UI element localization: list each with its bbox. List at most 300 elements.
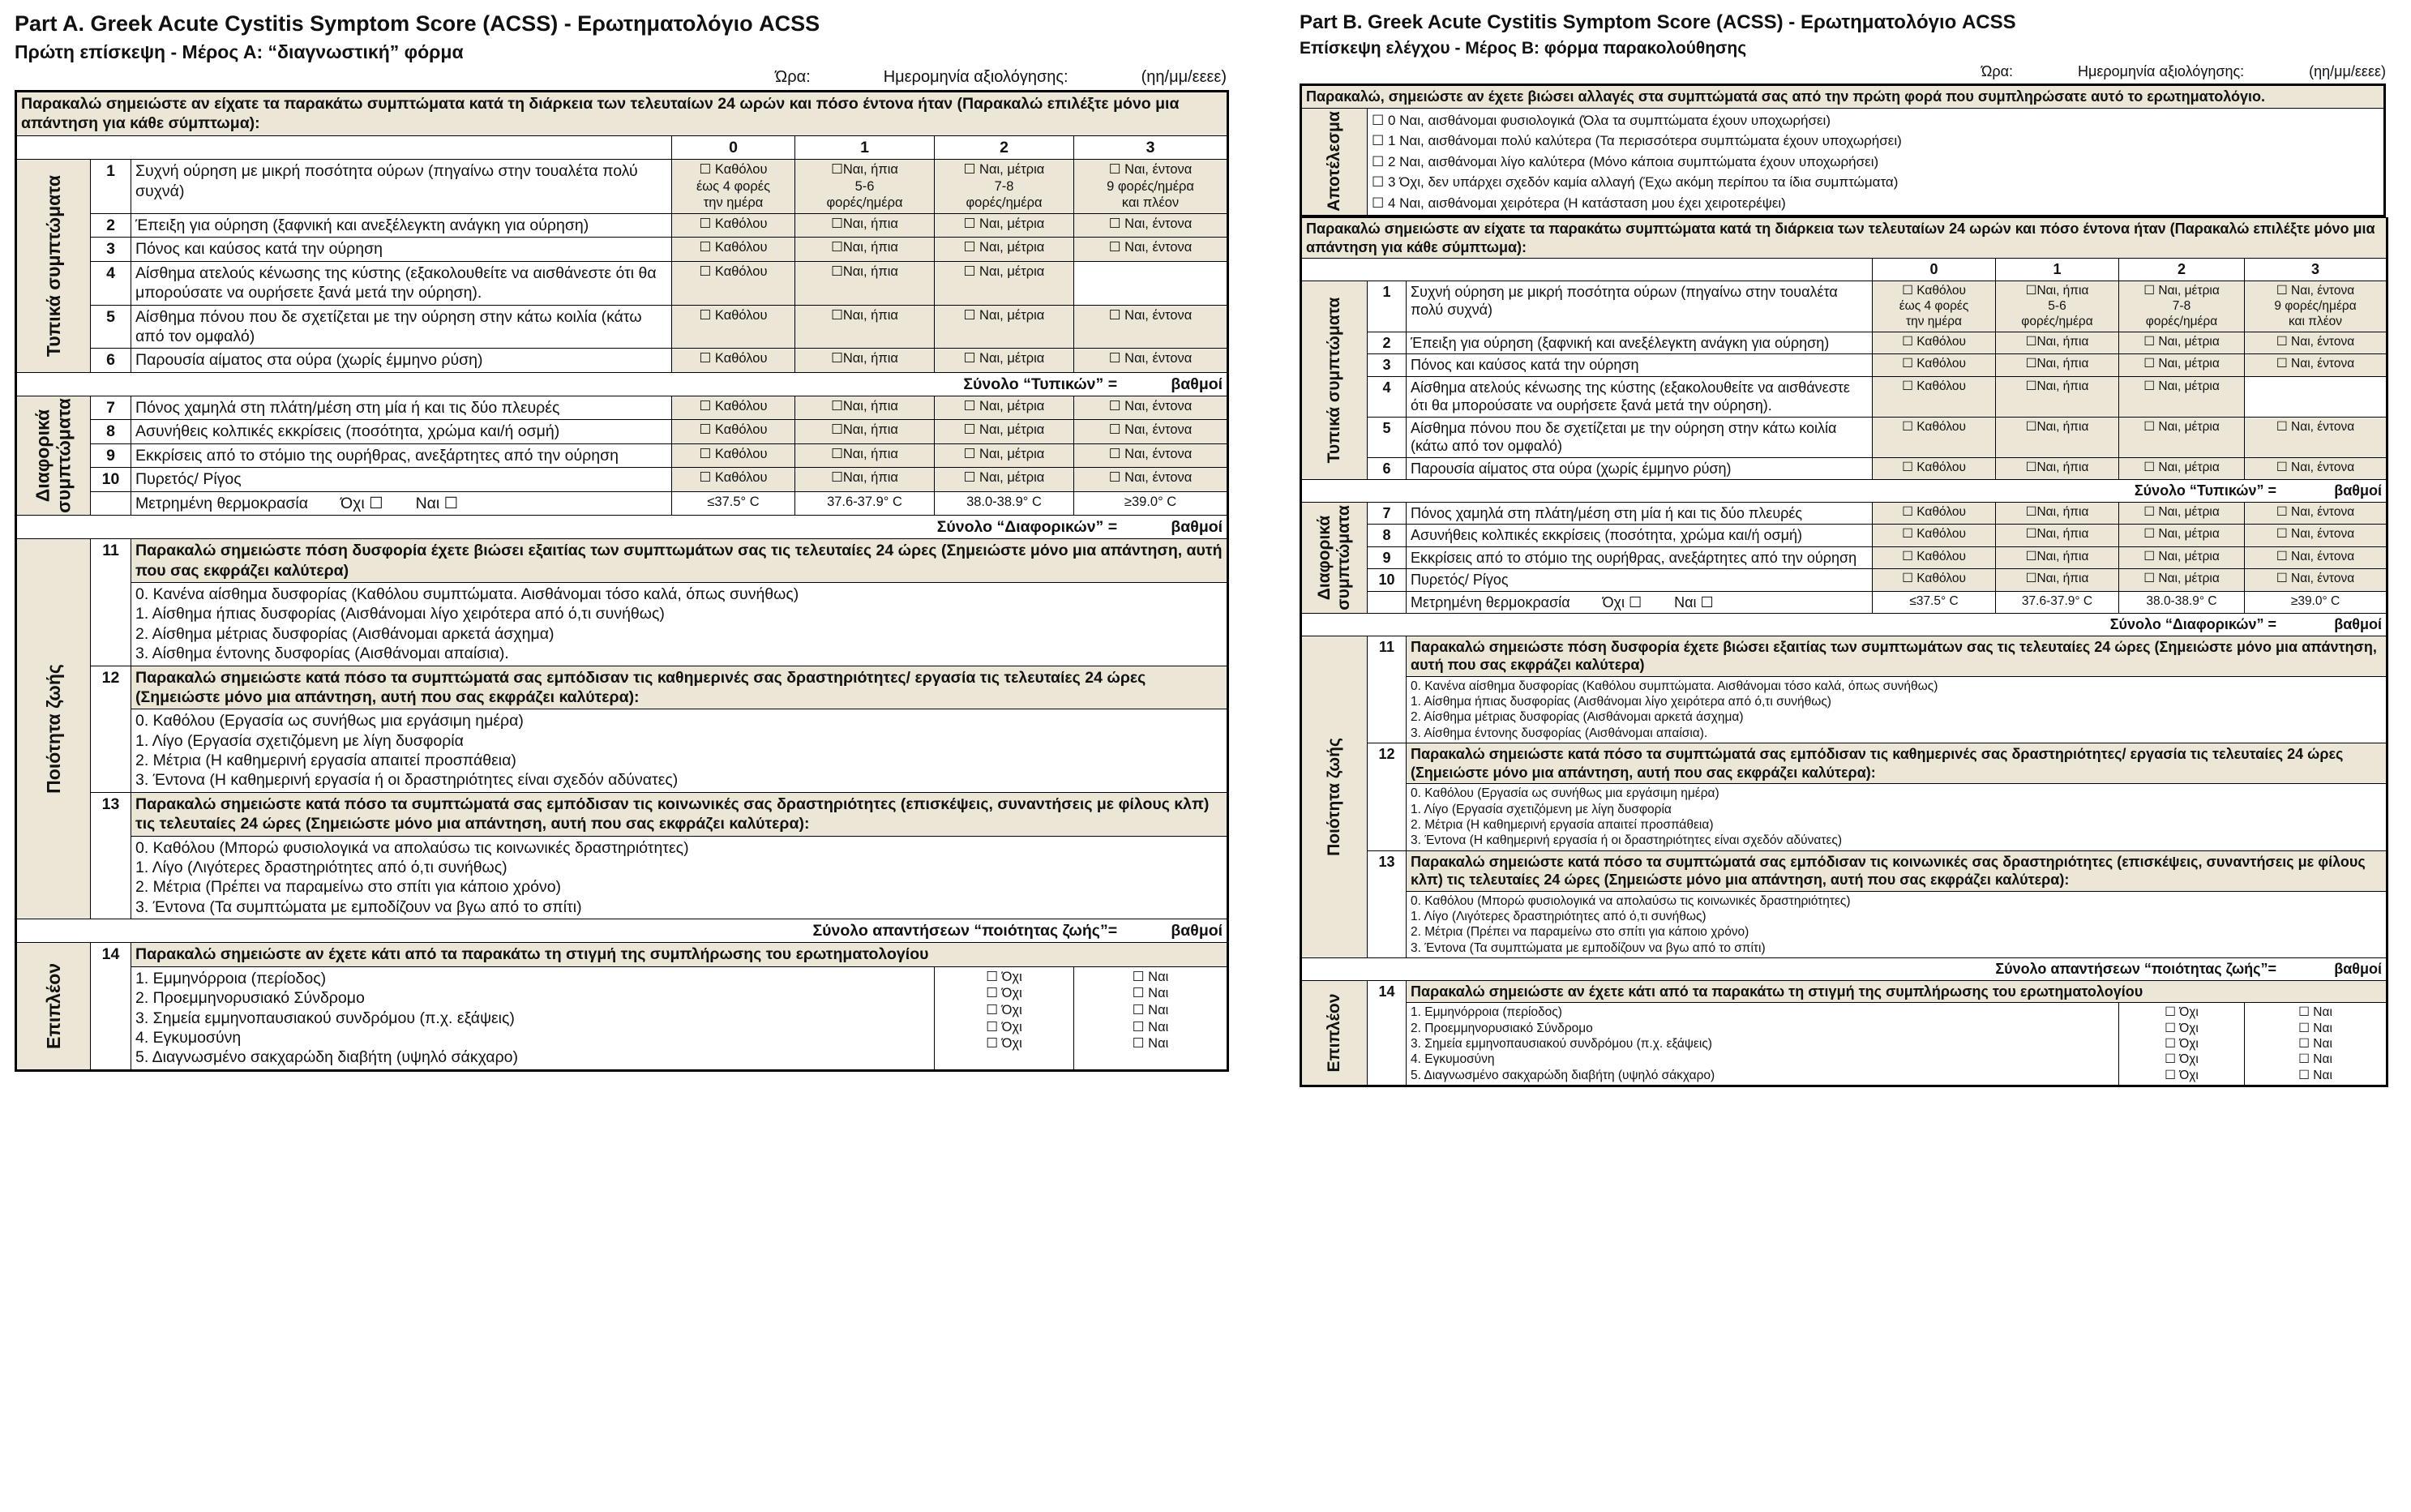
total-cell [1301,614,2387,636]
option-cell[interactable] [1996,457,2119,480]
yes-checkbox[interactable]: ☐ Ναι [2298,1052,2332,1067]
acss-table-a [15,90,1229,1072]
intensity-checkbox[interactable]: ☐ Ναι, μέτρια [2143,572,2220,586]
part-a-title: Part A. Greek Acute Cystitis Symptom Score (ACSS) - Ερωτηματολόγιο ACSS [15,11,820,36]
option-cell[interactable] [2119,281,2245,332]
option-cell[interactable] [672,160,795,214]
table-row [1301,546,2387,569]
yes-checkbox[interactable]: ☐ Ναι [2298,1068,2332,1082]
answer-option[interactable]: 0. Κανένα αίσθημα δυσφορίας (Καθόλου συμπτώματα. Αισθάνομαι τόσο καλά, όπως συνήθως) [135,585,799,603]
intensity-checkbox[interactable]: ☐Ναι, ήπια [2025,572,2089,586]
answer-option[interactable]: 3. Έντονα (Τα συμπτώματα με εμποδίζουν να βγω από το σπίτι) [1411,940,1766,955]
extra-question: Παρακαλώ σημειώστε αν έχετε κάτι από τα παρακάτω τη στιγμή της συμπλήρωσης του ερωτηματολογίου [131,943,1228,966]
extra-question-row [1301,980,2387,1003]
table-row [1301,525,2387,547]
intensity-checkbox[interactable]: ☐ Ναι, έντονα [2276,357,2355,371]
intensity-checkbox[interactable]: ☐ Καθόλου [699,263,768,279]
temperature-range: 37.6-37.9° C [795,491,935,515]
option-cell[interactable] [2119,457,2245,480]
intensity-checkbox[interactable]: ☐ Ναι, έντονα [2276,549,2355,563]
answer-option[interactable]: 3. Αίσθημα έντονης δυσφορίας (Αισθάνομαι απαίσια). [135,645,509,663]
intensity-checkbox[interactable]: ☐Ναι, ήπια [831,446,898,461]
yes-checkbox[interactable]: ☐ Ναι [1132,1003,1169,1017]
option-cell[interactable] [1074,420,1228,443]
answer-option[interactable]: 1. Λίγο (Εργασία σχετιζόμενη με λίγη δυσφορία [1411,802,1672,816]
temperature-range: 38.0-38.9° C [2119,591,2245,614]
temp-no-checkbox[interactable]: Όχι ☐ [1602,593,1642,610]
answer-option[interactable]: 2. Μέτρια (Η καθημερινή εργασία απαιτεί προσπάθεια) [1411,817,1714,832]
qol-question-row [16,666,1228,709]
option-cell[interactable] [1873,546,1996,569]
answer-option[interactable]: 0. Καθόλου (Εργασία ως συνήθως μια εργάσιμη ημέρα) [1411,786,1719,801]
date-label: Ημερομηνία αξιολόγησης: [883,68,1068,86]
answer-option[interactable]: 0. Καθόλου (Μπορώ φυσιολογικά να απολαύσω τις κοινωνικές δραστηριότητες) [1411,893,1851,908]
intensity-checkbox[interactable]: ☐ Καθόλου [699,351,768,366]
header-blank [16,135,672,159]
item-text: Πόνος χαμηλά στη πλάτη/μέση στη μία ή και τις δύο πλευρές [131,396,672,420]
option-cell[interactable] [672,468,795,491]
option-cell[interactable] [1873,281,1996,332]
option-cell[interactable] [1996,281,2119,332]
item-number: 6 [1368,457,1407,480]
typical-label: Τυπικά συμπτώματα [1324,297,1343,464]
answer-option[interactable]: 1. Λίγο (Λιγότερες δραστηριότητες από ό,τι συνήθως) [1411,910,1707,923]
item-number: 3 [91,238,131,261]
option-cell[interactable] [2119,525,2245,547]
intensity-checkbox[interactable]: ☐ Καθόλου [699,446,768,461]
qol-question: Παρακαλώ σημειώστε πόση δυσφορία έχετε βιώσει εξαιτίας των συμπτωμάτων σας τις τελευταίες 24 ώρες (Σημειώστε μόνο μια απάντηση, αυτή που σας εκφράζει καλύτερα) [1407,636,2387,676]
answer-option[interactable]: 0. Καθόλου (Εργασία ως συνήθως μια εργάσιμη ημέρα) [135,712,524,730]
option-cell[interactable] [795,238,935,261]
frequency-text: 7-8 [2172,298,2191,313]
intensity-checkbox[interactable]: ☐Ναι, ήπια [2025,357,2089,371]
option-cell[interactable] [1996,332,2119,354]
qol-label: Ποιότητα ζωής [1324,737,1343,856]
item-text: Παρουσία αίματος στα ούρα (χωρίς έμμηνο ρύση) [131,349,672,372]
intensity-checkbox[interactable]: ☐Ναι, ήπια [831,307,898,323]
option-cell[interactable] [2119,502,2245,525]
option-cell[interactable] [2119,546,2245,569]
answer-option[interactable]: 1. Λίγο (Λιγότερες δραστηριότητες από ό,τι συνήθως) [135,858,507,876]
condition-item[interactable]: 4. Εγκυμοσύνη [1411,1052,1495,1067]
level-header: 1 [1996,259,2119,281]
condition-item[interactable]: 5. Διαγνωσμένο σακχαρώδη διαβήτη (υψηλό σάκχαρο) [1411,1068,1715,1082]
intensity-checkbox[interactable]: ☐ Ναι, έντονα [2276,504,2355,519]
intensity-checkbox[interactable]: ☐ Ναι, μέτρια [963,351,1045,366]
intensity-checkbox[interactable]: ☐ Ναι, μέτρια [963,399,1045,413]
no-checkbox[interactable]: ☐ Όχι [986,1019,1022,1034]
intensity-checkbox[interactable]: ☐ Καθόλου [699,216,768,231]
intensity-checkbox[interactable]: ☐ Ναι, έντονα [1108,307,1193,323]
option-cell[interactable] [795,468,935,491]
level-header: 2 [935,135,1074,159]
blank-cell [1368,591,1407,614]
yes-checkbox[interactable]: ☐ Ναι [1132,969,1169,984]
option-cell[interactable] [1873,457,1996,480]
option-cell[interactable] [1996,525,2119,547]
no-checkbox[interactable]: ☐ Όχι [986,969,1022,984]
option-cell[interactable] [2245,354,2387,377]
option-cell[interactable] [2245,525,2387,547]
no-checkbox[interactable]: ☐ Όχι [986,986,1022,1001]
intensity-checkbox[interactable]: ☐Ναι, ήπια [831,399,898,413]
option-cell[interactable] [1996,376,2119,417]
outcome-option[interactable]: ☐ 3 Όχι, δεν υπάρχει σχεδόν καμία αλλαγή (Έχω ακόμη περίπου τα ίδια συμπτώματα) [1372,174,1899,190]
item-number: 9 [91,443,131,467]
qol-question-row [16,792,1228,836]
intensity-checkbox[interactable]: ☐ Καθόλου [699,470,768,486]
total-cell [16,515,1228,538]
qol-options-row [16,709,1228,793]
intensity-checkbox[interactable]: ☐ Ναι, μέτρια [2143,357,2220,371]
extra-options-row [16,966,1228,1070]
level-header: 0 [1873,259,1996,281]
temperature-range: ≤37.5° C [1873,591,1996,614]
table-row [16,468,1228,491]
intensity-checkbox[interactable]: ☐ Καθόλου [1902,460,1966,474]
option-cell[interactable] [2119,569,2245,592]
points-label: βαθμοί [1171,922,1223,940]
total-cell [1301,480,2387,503]
option-cell[interactable] [795,214,935,238]
answer-option[interactable]: 2. Μέτρια (Η καθημερινή εργασία απαιτεί προσπάθεια) [135,752,516,769]
option-cell[interactable] [2245,332,2387,354]
option-cell[interactable] [2245,546,2387,569]
intensity-checkbox[interactable]: ☐ Ναι, έντονα [2276,334,2355,349]
intensity-checkbox[interactable]: ☐Ναι, ήπια [2025,334,2089,349]
intensity-checkbox[interactable]: ☐ Ναι, έντονα [1108,240,1193,255]
option-cell[interactable] [1074,396,1228,420]
option-cell[interactable] [935,261,1074,305]
item-number: 4 [1368,376,1407,417]
time-label: Ώρα: [775,68,811,86]
option-cell[interactable] [1996,569,2119,592]
frequency-checkbox[interactable]: ☐ Ναι, μέτρια [2143,283,2220,298]
intensity-checkbox[interactable]: ☐Ναι, ήπια [831,422,898,438]
answer-option[interactable]: 3. Έντονα (Η καθημερινή εργασία ή οι δραστηριότητες είναι σχεδόν αδύνατες) [135,771,679,790]
intensity-checkbox[interactable]: ☐ Ναι, μέτρια [2143,504,2220,519]
option-cell[interactable] [935,305,1074,349]
option-cell[interactable] [1074,468,1228,491]
intensity-checkbox[interactable]: ☐Ναι, ήπια [2025,379,2089,393]
no-checkbox[interactable]: ☐ Όχι [2165,1005,2199,1020]
frequency-checkbox[interactable]: ☐ Καθόλου [1902,283,1966,298]
condition-item[interactable]: 1. Εμμηνόρροια (περίοδος) [135,969,327,987]
yes-checkbox[interactable]: ☐ Ναι [2298,1021,2332,1035]
item-number: 2 [1368,332,1407,354]
outcome-option[interactable]: ☐ 4 Ναι, αισθάνομαι χειρότερα (Η κατάσταση μου έχει χειροτερέψει) [1372,195,1786,211]
temp-yes-checkbox[interactable]: Ναι ☐ [415,494,459,512]
answer-option[interactable]: 3. Έντονα (Τα συμπτώματα με εμποδίζουν να βγω από το σπίτι) [135,897,582,916]
intensity-checkbox[interactable]: ☐ Ναι, μέτρια [963,216,1045,231]
option-cell[interactable] [935,468,1074,491]
yes-checkbox[interactable]: ☐ Ναι [2298,1036,2332,1051]
intensity-checkbox[interactable]: ☐Ναι, ήπια [2025,549,2089,563]
option-cell[interactable] [672,396,795,420]
option-cell[interactable] [795,443,935,467]
option-cell[interactable] [672,214,795,238]
qol-options [1407,676,2387,743]
header-row [16,135,1228,159]
answer-option[interactable]: 3. Αίσθημα έντονης δυσφορίας (Αισθάνομαι απαίσια). [1411,726,1708,740]
intensity-checkbox[interactable]: ☐ Ναι, μέτρια [2143,549,2220,563]
outcome-option[interactable]: ☐ 0 Ναι, αισθάνομαι φυσιολογικά (Όλα τα συμπτώματα έχουν υποχωρήσει) [1372,112,1831,128]
intensity-checkbox[interactable]: ☐ Ναι, έντονα [1108,399,1193,413]
yes-checkbox[interactable]: ☐ Ναι [1132,986,1169,1001]
option-cell[interactable] [1873,502,1996,525]
option-cell[interactable] [672,261,795,305]
frequency-text: 9 φορές/ημέρα [1107,178,1194,194]
qol-question-row [1301,743,2387,784]
intensity-checkbox[interactable]: ☐ Ναι, μέτρια [963,446,1045,461]
item-text: Πυρετός/ Ρίγος [1407,569,1873,592]
condition-item[interactable]: 1. Εμμηνόρροια (περίοδος) [1411,1005,1562,1020]
intensity-checkbox[interactable]: ☐ Καθόλου [1902,504,1966,519]
frequency-checkbox[interactable]: ☐ Καθόλου [699,162,768,178]
answer-option[interactable]: 2. Αίσθημα μέτριας δυσφορίας (Αισθάνομαι αρκετά άσχημα) [135,624,555,643]
option-cell[interactable] [935,238,1074,261]
intensity-checkbox[interactable]: ☐ Καθόλου [1902,334,1966,349]
option-cell[interactable] [1074,214,1228,238]
option-cell[interactable] [1873,332,1996,354]
outcome-options [1368,108,2385,216]
intensity-checkbox[interactable]: ☐ Ναι, μέτρια [963,422,1045,438]
option-cell[interactable] [1873,376,1996,417]
option-cell[interactable] [1873,525,1996,547]
frequency-checkbox[interactable]: ☐ Ναι, μέτρια [963,162,1045,178]
yes-checkbox[interactable]: ☐ Ναι [2298,1005,2332,1020]
differential-label-line: Διαφορικά [1314,515,1334,601]
condition-item[interactable]: 2. Προεμμηνορυσιακό Σύνδρομο [1411,1021,1593,1035]
option-cell[interactable] [1996,546,2119,569]
temp-yes-checkbox[interactable]: Ναι ☐ [1674,593,1714,610]
option-cell[interactable] [935,420,1074,443]
yes-checkbox[interactable]: ☐ Ναι [1132,1019,1169,1034]
condition-item[interactable]: 2. Προεμμηνορυσιακό Σύνδρομο [135,989,365,1008]
intensity-checkbox[interactable]: ☐ Ναι, μέτρια [963,307,1045,323]
intensity-checkbox[interactable]: ☐Ναι, ήπια [2025,527,2089,542]
intensity-checkbox[interactable]: ☐ Καθόλου [699,422,768,438]
intensity-checkbox[interactable]: ☐ Ναι, έντονα [1108,422,1193,438]
header-blank [1301,259,1873,281]
intensity-checkbox[interactable]: ☐ Ναι, έντονα [2276,419,2355,434]
points-label: βαθμοί [1171,375,1223,393]
option-cell [1074,261,1228,305]
intensity-checkbox[interactable]: ☐ Ναι, έντονα [2276,460,2355,474]
option-cell[interactable] [795,160,935,214]
item-number: 7 [91,396,131,420]
answer-option[interactable]: 3. Έντονα (Η καθημερινή εργασία ή οι δραστηριότητες είναι σχεδόν αδύνατες) [1411,833,1842,848]
table-row [1301,457,2387,480]
outcome-option[interactable]: ☐ 1 Ναι, αισθάνομαι πολύ καλύτερα (Τα περισσότερα συμπτώματα έχουν υποχωρήσει) [1372,133,1902,148]
qol-question: Παρακαλώ σημειώστε κατά πόσο τα συμπτώματά σας εμπόδισαν τις καθημερινές σας δραστηριότητες/ εργασία τις τελευταίες 24 ώρες (Σημειώστε μόνο μια απάντηση, αυτή που σας εκφράζει καλύτερα): [131,666,1228,709]
no-checkbox[interactable]: ☐ Όχι [2165,1036,2199,1051]
extra-section [16,943,91,1070]
option-cell[interactable] [795,261,935,305]
answer-option[interactable]: 2. Μέτρια (Πρέπει να παραμείνω στο σπίτι για κάποιο χρόνο) [1411,925,1749,940]
temperature-range: 37.6-37.9° C [1996,591,2119,614]
option-cell[interactable] [1873,354,1996,377]
outcome-option[interactable]: ☐ 2 Ναι, αισθάνομαι λίγο καλύτερα (Μόνο κάποια συμπτώματα έχουν υποχωρήσει) [1372,153,1879,169]
option-cell[interactable] [795,396,935,420]
answer-option[interactable]: 1. Αίσθημα ήπιας δυσφορίας (Αισθάνομαι λίγο χειρότερα από ό,τι συνήθως) [1411,695,1831,709]
total-row [1301,958,2387,981]
frequency-text: έως 4 φορές [1899,298,1969,313]
option-cell[interactable] [2245,281,2387,332]
time-label: Ώρα: [1981,63,2014,79]
temperature-range: ≥39.0° C [2245,591,2387,614]
item-number: 13 [1368,850,1407,958]
option-cell[interactable] [1873,417,1996,457]
option-cell[interactable] [672,238,795,261]
intensity-checkbox[interactable]: ☐ Καθόλου [699,399,768,413]
table-row [1301,569,2387,592]
total-cell [16,919,1228,943]
item-number: 5 [91,305,131,349]
table-row [1301,281,2387,332]
typical-total-label: Σύνολο “Τυπικών” = [2134,482,2277,499]
qol-options [131,583,1228,666]
frequency-checkbox[interactable]: ☐ Ναι, έντονα [1108,162,1193,178]
option-cell[interactable] [2119,354,2245,377]
intensity-checkbox[interactable]: ☐Ναι, ήπια [831,216,898,231]
answer-option[interactable]: 1. Λίγο (Εργασία σχετιζόμενη με λίγη δυσφορία [135,731,464,750]
intensity-checkbox[interactable]: ☐ Καθόλου [1902,527,1966,542]
intensity-checkbox[interactable]: ☐ Καθόλου [1902,549,1966,563]
no-checkbox[interactable]: ☐ Όχι [986,1003,1022,1017]
intensity-checkbox[interactable]: ☐ Ναι, μέτρια [963,470,1045,486]
frequency-checkbox[interactable]: ☐Ναι, ήπια [831,162,898,178]
option-cell[interactable] [795,305,935,349]
answer-option[interactable]: 1. Αίσθημα ήπιας δυσφορίας (Αισθάνομαι λίγο χειρότερα από ό,τι συνήθως) [135,605,665,623]
frequency-checkbox[interactable]: ☐ Ναι, έντονα [2276,283,2355,298]
option-cell[interactable] [2119,376,2245,417]
no-checkbox[interactable]: ☐ Όχι [2165,1052,2199,1067]
option-cell[interactable] [1074,443,1228,467]
intensity-checkbox[interactable]: ☐ Ναι, μέτρια [2143,334,2220,349]
total-row [1301,614,2387,636]
typical-section [16,160,91,373]
option-cell[interactable] [2245,457,2387,480]
intensity-checkbox[interactable]: ☐Ναι, ήπια [831,351,898,366]
points-label: βαθμοί [2334,482,2383,499]
option-cell[interactable] [1996,502,2119,525]
intensity-checkbox[interactable]: ☐ Ναι, έντονα [1108,470,1193,486]
option-cell[interactable] [935,214,1074,238]
option-cell[interactable] [672,305,795,349]
intensity-checkbox[interactable]: ☐ Καθόλου [699,240,768,255]
intensity-checkbox[interactable]: ☐ Ναι, μέτρια [963,240,1045,255]
intensity-checkbox[interactable]: ☐ Ναι, έντονα [1108,351,1193,366]
option-cell[interactable] [935,349,1074,372]
intensity-checkbox[interactable]: ☐ Ναι, μέτρια [2143,419,2220,434]
qol-section [1301,636,1368,958]
item-text: Αίσθημα πόνου που δε σχετίζεται με την ούρηση στην κάτω κοιλία (κάτω από τον ομφαλό) [1407,417,1873,457]
intensity-checkbox[interactable]: ☐Ναι, ήπια [831,263,898,279]
option-cell[interactable] [1996,354,2119,377]
temp-no-checkbox[interactable]: Όχι ☐ [340,494,383,512]
no-checkbox[interactable]: ☐ Όχι [2165,1068,2199,1082]
date-format: (ηη/μμ/εεεε) [1141,68,1227,86]
answer-option[interactable]: 2. Αίσθημα μέτριας δυσφορίας (Αισθάνομαι αρκετά άσχημα) [1411,710,1744,725]
acss-table-b [1300,217,2388,1087]
extra-items [1407,1003,2119,1086]
intensity-checkbox[interactable]: ☐ Καθόλου [1902,572,1966,586]
no-checkbox[interactable]: ☐ Όχι [2165,1021,2199,1035]
frequency-checkbox[interactable]: ☐Ναι, ήπια [2025,283,2089,298]
option-cell[interactable] [2119,332,2245,354]
answer-option[interactable]: 0. Κανένα αίσθημα δυσφορίας (Καθόλου συμπτώματα. Αισθάνομαι τόσο καλά, όπως συνήθως) [1411,679,1938,693]
condition-item[interactable]: 3. Σημεία εμμηνοπαυσιακού συνδρόμου (π.χ. εξάψεις) [135,1009,515,1027]
no-checkbox[interactable]: ☐ Όχι [986,1036,1022,1052]
option-cell[interactable] [795,349,935,372]
intensity-checkbox[interactable]: ☐Ναι, ήπια [2025,460,2089,474]
intensity-checkbox[interactable]: ☐Ναι, ήπια [2025,504,2089,519]
intensity-checkbox[interactable]: ☐ Καθόλου [1902,379,1966,393]
intensity-checkbox[interactable]: ☐ Ναι, μέτρια [963,263,1045,279]
option-cell[interactable] [1074,305,1228,349]
option-cell[interactable] [2245,569,2387,592]
intensity-checkbox[interactable]: ☐ Ναι, έντονα [2276,527,2355,542]
intensity-checkbox[interactable]: ☐ Ναι, έντονα [2276,572,2355,586]
item-number: 6 [91,349,131,372]
intensity-checkbox[interactable]: ☐ Καθόλου [1902,419,1966,434]
intensity-checkbox[interactable]: ☐ Ναι, μέτρια [2143,379,2220,393]
intensity-checkbox[interactable]: ☐ Ναι, μέτρια [2143,527,2220,542]
intensity-checkbox[interactable]: ☐ Καθόλου [1902,357,1966,371]
option-cell[interactable] [1996,417,2119,457]
item-number: 2 [91,214,131,238]
item-text: Συχνή ούρηση με μικρή ποσότητα ούρων (πηγαίνω στην τουαλέτα πολύ συχνά) [1407,281,1873,332]
item-text: Πόνος και καύσος κατά την ούρηση [1407,354,1873,377]
yes-checkbox[interactable]: ☐ Ναι [1132,1036,1169,1052]
condition-item[interactable]: 5. Διαγνωσμένο σακχαρώδη διαβήτη (υψηλό σάκχαρο) [135,1048,518,1067]
intensity-checkbox[interactable]: ☐Ναι, ήπια [831,470,898,486]
option-cell[interactable] [2245,417,2387,457]
table-body [16,92,1228,1071]
option-cell[interactable] [935,443,1074,467]
part-b-title: Part B. Greek Acute Cystitis Symptom Score (ACSS) - Ερωτηματολόγιο ACSS [1300,11,2016,33]
intensity-checkbox[interactable]: ☐Ναι, ήπια [2025,419,2089,434]
item-number: 1 [1368,281,1407,332]
condition-item[interactable]: 4. Εγκυμοσύνη [135,1028,242,1047]
option-cell[interactable] [795,420,935,443]
intensity-checkbox[interactable]: ☐ Ναι, έντονα [1108,216,1193,231]
option-cell[interactable] [1074,349,1228,372]
option-cell[interactable] [672,420,795,443]
answer-option[interactable]: 2. Μέτρια (Πρέπει να παραμείνω στο σπίτι για κάποιο χρόνο) [135,878,562,897]
option-cell[interactable] [2245,502,2387,525]
frequency-text: 7-8 [994,178,1014,194]
option-cell[interactable] [672,349,795,372]
option-cell[interactable] [1873,569,1996,592]
extra-section [1301,980,1368,1086]
option-cell[interactable] [1074,238,1228,261]
intensity-checkbox[interactable]: ☐ Ναι, έντονα [1108,446,1193,461]
intensity-checkbox[interactable]: ☐ Ναι, μέτρια [2143,460,2220,474]
intensity-checkbox[interactable]: ☐Ναι, ήπια [831,240,898,255]
option-cell[interactable] [672,443,795,467]
item-number: 9 [1368,546,1407,569]
condition-item[interactable]: 3. Σημεία εμμηνοπαυσιακού συνδρόμου (π.χ. εξάψεις) [1411,1036,1712,1051]
answer-option[interactable]: 0. Καθόλου (Μπορώ φυσιολογικά να απολαύσω τις κοινωνικές δραστηριότητες) [135,838,689,857]
qol-question: Παρακαλώ σημειώστε πόση δυσφορία έχετε βιώσει εξαιτίας των συμπτωμάτων σας τις τελευταίες 24 ώρες (Σημειώστε μόνο μια απάντηση, αυτή που σας εκφράζει καλύτερα) [131,539,1228,583]
option-cell[interactable] [2119,417,2245,457]
intensity-checkbox[interactable]: ☐ Καθόλου [699,307,768,323]
option-cell[interactable] [935,160,1074,214]
option-cell[interactable] [935,396,1074,420]
option-cell[interactable] [1074,160,1228,214]
